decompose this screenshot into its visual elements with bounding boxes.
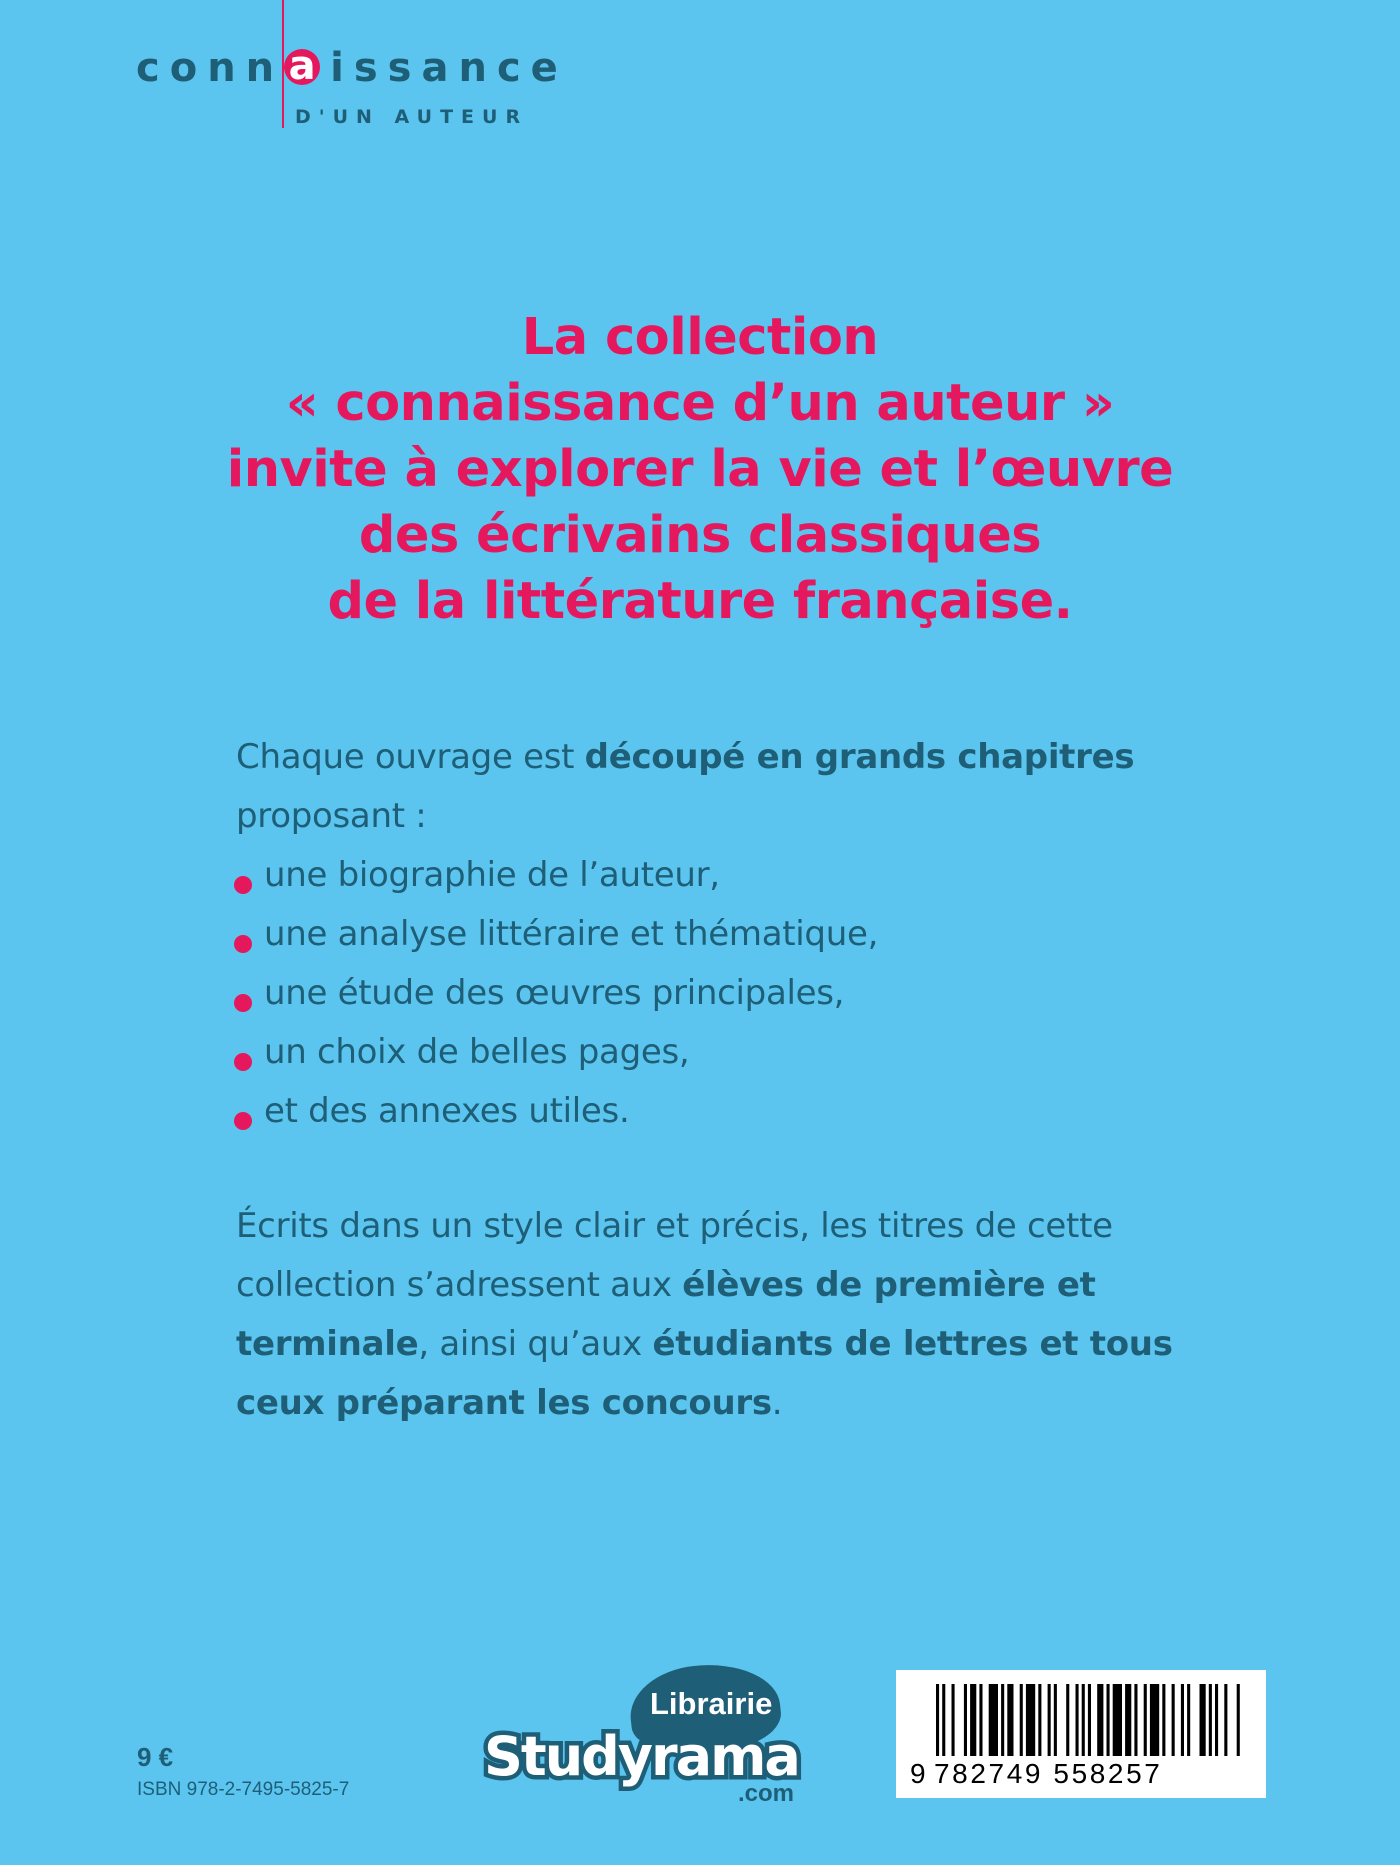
audience-text: collection s’adressent aux — [236, 1265, 683, 1305]
audience-line — [236, 1256, 1236, 1315]
barcode-bar — [1113, 1684, 1122, 1756]
barcode-bar — [1054, 1684, 1057, 1756]
list-item-text: une étude des œuvres principales, — [264, 973, 845, 1013]
barcode-bar — [1134, 1684, 1137, 1756]
barcode-bar — [1187, 1684, 1190, 1756]
barcode-bar — [936, 1684, 939, 1756]
headline-line: des écrivains classiques — [358, 506, 1042, 565]
barcode-bar — [1048, 1684, 1051, 1756]
list-item — [234, 1023, 1236, 1082]
barcode-bar — [1215, 1684, 1218, 1756]
barcode — [896, 1670, 1266, 1798]
barcode-bar — [1209, 1684, 1212, 1756]
barcode-bar — [942, 1684, 945, 1756]
barcode-bar — [1001, 1684, 1004, 1756]
collection-headline — [100, 305, 1300, 635]
list-item — [234, 905, 1236, 964]
description-body — [236, 728, 1236, 1433]
barcode-bar — [1125, 1684, 1131, 1756]
headline-line: La collection — [521, 308, 879, 367]
barcode-bar — [1181, 1684, 1184, 1756]
audience-emphasis: élèves de première et — [682, 1265, 1096, 1305]
audience-line — [236, 1374, 1236, 1433]
barcode-bar — [1088, 1684, 1091, 1756]
price-label: 9 € — [137, 1742, 174, 1772]
barcode-bar — [979, 1684, 982, 1756]
list-item — [234, 964, 1236, 1023]
publisher-name: Studyrama — [484, 1725, 799, 1788]
barcode-bar — [1150, 1684, 1159, 1756]
list-item — [234, 846, 1236, 905]
bullet-dot-icon — [234, 935, 252, 953]
barcode-bar — [952, 1684, 955, 1756]
barcode-bar — [1082, 1684, 1085, 1756]
barcode-bar — [1200, 1684, 1206, 1756]
logo-wordmark-start: conn — [136, 45, 285, 91]
audience-emphasis: terminale — [236, 1324, 419, 1364]
headline-line: « connaissance d’un auteur » — [285, 374, 1115, 433]
barcode-bar — [1076, 1684, 1079, 1756]
publisher-logo — [480, 1660, 810, 1810]
bullet-dot-icon — [234, 994, 252, 1012]
barcode-bar — [1038, 1684, 1041, 1756]
barcode-bar — [1020, 1684, 1023, 1756]
list-item-text: un choix de belles pages, — [264, 1032, 690, 1072]
barcode-digits: 782749 558257 — [934, 1758, 1163, 1789]
headline-line: invite à explorer la vie et l’œuvre — [226, 440, 1174, 499]
barcode-bar — [1066, 1684, 1069, 1756]
barcode-bar — [1237, 1684, 1240, 1756]
list-item-text: une biographie de l’auteur, — [264, 855, 720, 895]
logo-wordmark-end: issance — [330, 45, 568, 91]
barcode-bar — [970, 1684, 976, 1756]
audience-emphasis: ceux préparant les concours — [236, 1383, 772, 1423]
bullet-dot-icon — [234, 876, 252, 894]
intro-line — [236, 728, 1236, 787]
chapter-list — [236, 846, 1236, 1141]
barcode-bar — [1097, 1684, 1103, 1756]
barcode-bar — [989, 1684, 998, 1756]
series-logo — [136, 0, 596, 130]
list-item — [234, 1082, 1236, 1141]
intro-line-2: proposant : — [236, 796, 427, 836]
barcode-bar — [1026, 1684, 1035, 1756]
headline-line: de la littérature française. — [327, 572, 1073, 631]
audience-text: . — [771, 1383, 783, 1423]
list-item-text: et des annexes utiles. — [264, 1091, 630, 1131]
barcode-bar — [1224, 1684, 1227, 1756]
audience-paragraph — [236, 1197, 1236, 1433]
audience-line — [236, 1315, 1236, 1374]
logo-wordmark — [136, 43, 568, 91]
publisher-domain: .com — [738, 1780, 795, 1807]
audience-emphasis: étudiants de lettres et tous — [652, 1324, 1173, 1364]
barcode-bar — [1172, 1684, 1175, 1756]
logo-subtitle: D'UN AUTEUR — [295, 106, 529, 128]
barcode-bar — [1107, 1684, 1110, 1756]
logo-highlight-letter: a — [284, 49, 320, 85]
isbn-label: ISBN 978-2-7495-5825-7 — [137, 1779, 350, 1800]
barcode-bar — [964, 1684, 967, 1756]
audience-text: , ainsi qu’aux — [418, 1324, 653, 1364]
publisher-librairie: Librairie — [650, 1686, 773, 1721]
intro-emphasis: découpé en grands chapitres — [584, 737, 1135, 777]
bullet-dot-icon — [234, 1053, 252, 1071]
barcode-bar — [1007, 1684, 1013, 1756]
intro-text: Chaque ouvrage est — [236, 737, 585, 777]
audience-line: Écrits dans un style clair et précis, les titres de cette — [236, 1206, 1113, 1246]
bullet-dot-icon — [234, 1112, 252, 1130]
barcode-bar — [1162, 1684, 1165, 1756]
barcode-bar — [1144, 1684, 1147, 1756]
barcode-lead-digit: 9 — [910, 1758, 926, 1789]
list-item-text: une analyse littéraire et thématique, — [264, 914, 879, 954]
